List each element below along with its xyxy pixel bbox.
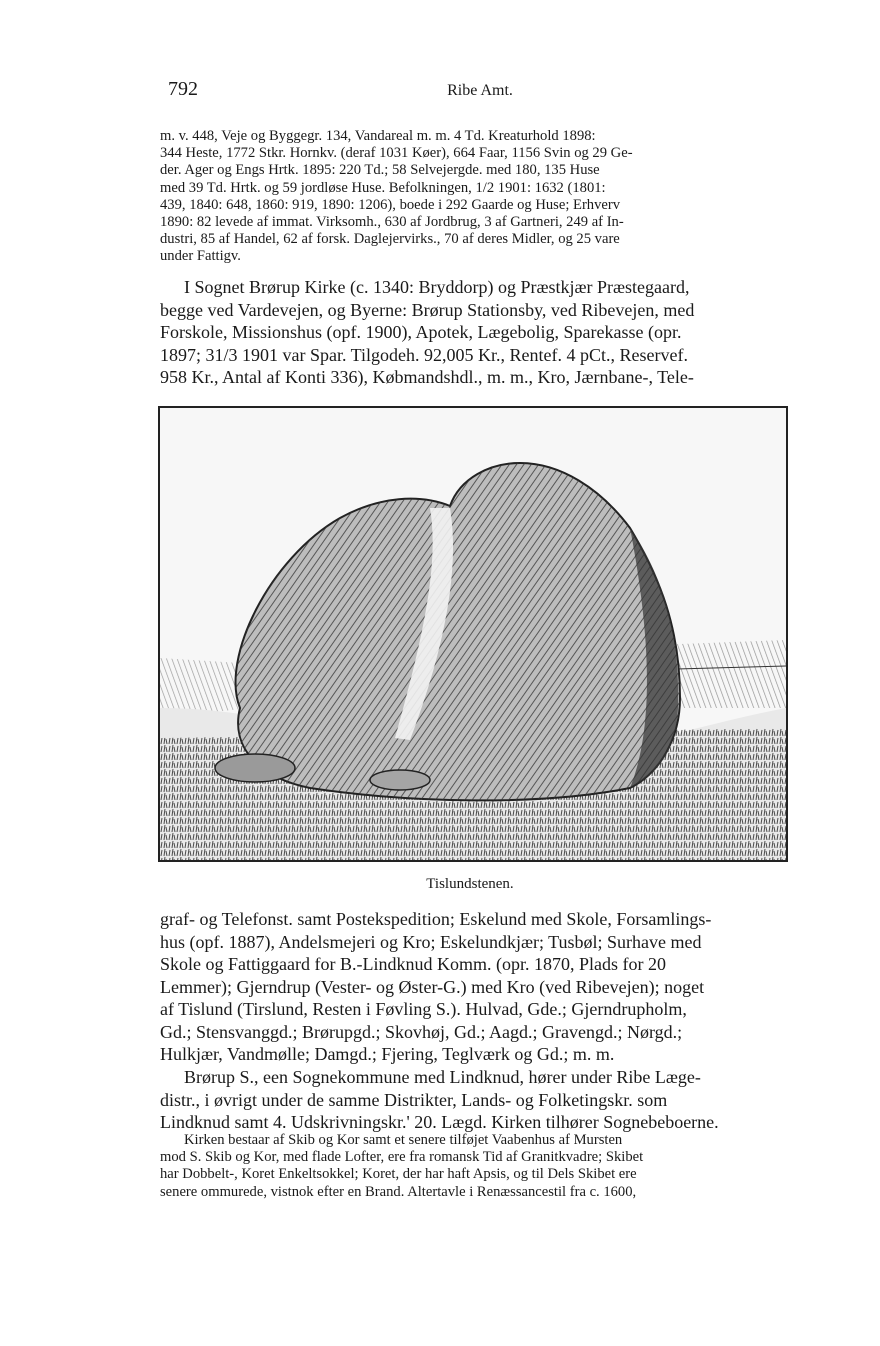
parish-paragraph — [160, 276, 794, 389]
stats-paragraph — [160, 128, 794, 266]
text-line: dustri, 85 af Handel, 62 af forsk. Daglejervirks., 70 af deres Midler, og 25 vare — [160, 231, 620, 248]
text-line: Lindknud samt 4. Udskrivningskr.' 20. Lægd. Kirken tilhører Sognebeboerne. — [160, 1112, 719, 1132]
engraving-drawing — [160, 408, 786, 860]
text-line: 344 Heste, 1772 Stkr. Hornkv. (deraf 1031 Køer), 664 Faar, 1156 Svin og 29 Ge- — [160, 145, 633, 162]
text-line: under Fattigv. — [160, 248, 241, 265]
tislund-stone-illustration — [158, 406, 788, 862]
text-line: Hulkjær, Vandmølle; Damgd.; Fjering, Teglværk og Gd.; m. m. — [160, 1044, 615, 1064]
text-line: Gd.; Stensvanggd.; Brørupgd.; Skovhøj, Gd.; Aagd.; Gravengd.; Nørgd.; — [160, 1021, 683, 1042]
text-line: distr., i øvrigt under de samme Distrikter, Lands- og Folketingskr. som — [160, 1089, 668, 1110]
text-line: m. v. 448, Veje og Byggegr. 134, Vandareal m. m. 4 Td. Kreaturhold 1898: — [160, 128, 596, 144]
text-line: mod S. Skib og Kor, med flade Lofter, ere fra romansk Tid af Granitkvadre; Skibet — [160, 1149, 644, 1166]
figure-caption: Tislundstenen. — [426, 876, 514, 892]
text-line: begge ved Vardevejen, og Byerne: Brørup Stationsby, ved Ribevejen, med — [160, 299, 695, 320]
church-paragraph — [160, 1132, 794, 1201]
text-line: senere ommurede, vistnok efter en Brand. Altertavle i Renæssancestil fra c. 1600, — [160, 1183, 637, 1200]
commune-paragraph — [160, 1066, 794, 1134]
text-line: hus (opf. 1887), Andelsmejeri og Kro; Eskelundkjær; Tusbøl; Surhave med — [160, 931, 702, 952]
text-line: Brørup S., een Sognekommune med Lindknud, hører under Ribe Læge- — [184, 1067, 701, 1087]
running-head: Ribe Amt. — [447, 82, 513, 99]
text-line: med 39 Td. Hrtk. og 59 jordløse Huse. Befolkningen, 1/2 1901: 1632 (1801: — [160, 179, 606, 196]
text-line: 958 Kr., Antal af Konti 336), Købmandshdl., m. m., Kro, Jærnbane-, Tele- — [160, 367, 694, 387]
text-line: der. Ager og Engs Hrtk. 1895: 220 Td.; 58 Selvejergde. med 180, 135 Huse — [160, 162, 600, 179]
text-line: af Tislund (Tirslund, Resten i Føvling S.). Hulvad, Gde.; Gjerndrupholm, — [160, 999, 687, 1019]
text-line: Skole og Fattiggaard for B.-Lindknud Komm. (opr. 1870, Plads for 20 — [160, 954, 666, 974]
text-line: I Sognet Brørup Kirke (c. 1340: Bryddorp) og Præstkjær Præstegaard, — [184, 277, 690, 297]
text-line: Lemmer); Gjerndrup (Vester- og Øster-G.) med Kro (ved Ribevejen); noget — [160, 976, 705, 997]
text-line: 1890: 82 levede af immat. Virksomh., 630 af Jordbrug, 3 af Gartneri, 249 af In- — [160, 214, 624, 231]
text-line: har Dobbelt-, Koret Enkeltsokkel; Koret, der har haft Apsis, og til Dels Skibet ere — [160, 1166, 637, 1183]
text-line: 439, 1840: 648, 1860: 919, 1890: 1206), boede i 292 Gaarde og Huse; Erhverv — [160, 196, 621, 213]
page-number: 792 — [168, 78, 198, 100]
text-line: graf- og Telefonst. samt Postekspedition; Eskelund med Skole, Forsamlings- — [160, 909, 712, 929]
page-header — [168, 78, 792, 102]
text-line: Kirken bestaar af Skib og Kor samt et senere tilføjet Vaabenhus af Mursten — [184, 1132, 623, 1148]
text-line: 1897; 31/3 1901 var Spar. Tilgodeh. 92,005 Kr., Rentef. 4 pCt., Reservef. — [160, 344, 688, 365]
continuation-paragraph — [160, 908, 794, 1066]
text-line: Forskole, Missionshus (opf. 1900), Apotek, Lægebolig, Sparekasse (opr. — [160, 322, 682, 342]
